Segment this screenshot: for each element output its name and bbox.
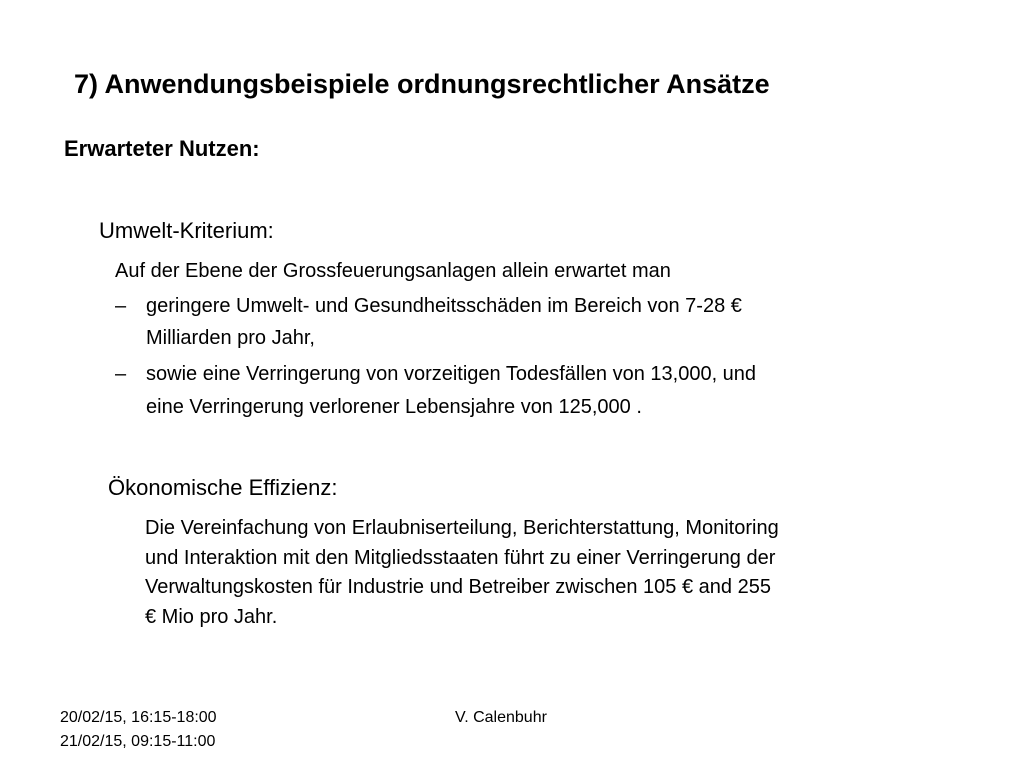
environment-bullet [115, 290, 975, 354]
economic-paragraph: Die Vereinfachung von Erlaubniserteilung, Berichterstattung, Monitoring und Interaktion mit den Mitgliedsstaaten führt zu einer Verringerung der Verwaltungskosten für Industrie und Betreiber zwischen 105 € and 255 € Mio pro Jahr. [145, 517, 779, 628]
bullet-dash: – [115, 295, 127, 317]
slide-subtitle: Erwarteter Nutzen: [64, 136, 260, 161]
environment-bullet [115, 358, 975, 424]
bullet-text: geringere Umwelt- und Gesundheitsschäden im Bereich von 7-28 € Milliarden pro Jahr, [146, 295, 742, 349]
environment-intro: Auf der Ebene der Grossfeuerungsanlagen allein erwartet man [115, 260, 671, 282]
economic-heading: Ökonomische Effizienz: [108, 475, 338, 500]
footer-author: V. Calenbuhr [455, 709, 547, 726]
bullet-dash: – [115, 363, 127, 385]
bullet-text: sowie eine Verringerung von vorzeitigen Todesfällen von 13,000, und eine Verringerung verlorener Lebensjahre von 125,000 . [146, 363, 757, 418]
slide-title: 7) Anwendungsbeispiele ordnungsrechtlicher Ansätze [74, 69, 770, 99]
environment-heading: Umwelt-Kriterium: [99, 218, 274, 243]
footer-dates: 20/02/15, 16:15-18:00 21/02/15, 09:15-11:00 [60, 709, 217, 750]
